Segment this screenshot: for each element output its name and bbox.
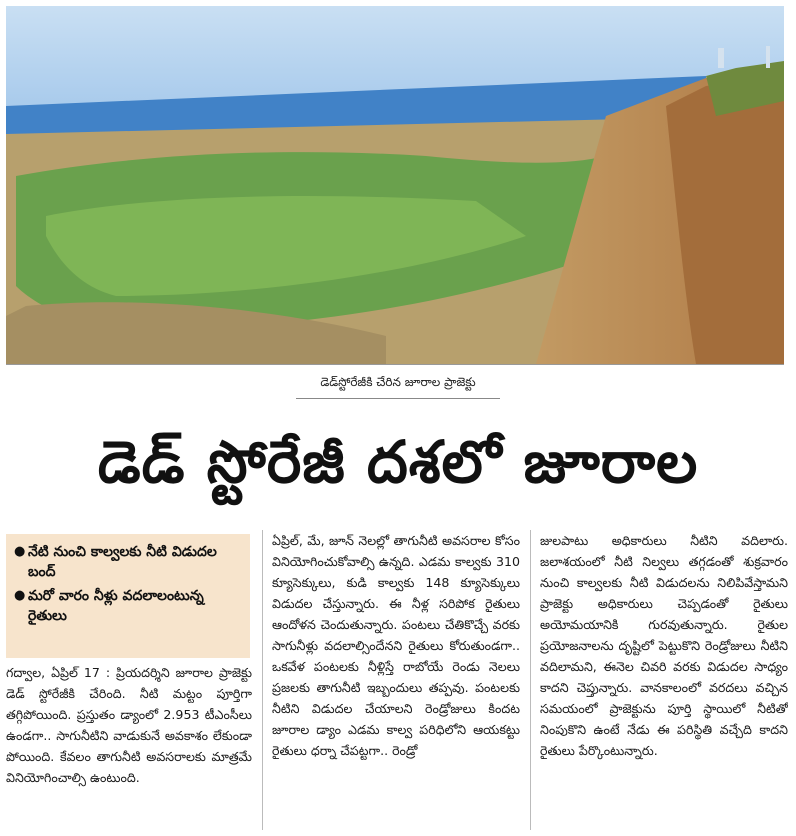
caption-divider	[296, 398, 500, 399]
bullet-icon: ●	[14, 588, 26, 603]
highlights-box	[6, 534, 250, 658]
headline: డెడ్ స్టోరేజీ దశలో జూరాల	[97, 428, 699, 496]
photo-caption: డెడ్‌స్టోరేజీకి చేరిన జూరాల ప్రాజెక్టు	[320, 375, 476, 389]
bullet-icon: ●	[14, 544, 26, 559]
highlight-item	[14, 586, 242, 626]
article-column-1: గద్వాల, ఏప్రిల్ 17 : ప్రియదర్శిని జూరాల ప్రాజెక్టు డెడ్ స్టోరేజీకి చేరింది. నీటి మట్టం పూర్తిగా తగ్గిపోయింది. ప్రస్తుతం డ్యాంలో 2.953 టీఎంసీలు ఉండగా.. సాగునీటిని వాడుకునే అవకాశం లేకుండా పోయింది. కేవలం తాగునీటి అవసరాలకు మాత్రమే వినియోగించాల్సి ఉంటుంది.	[6, 665, 252, 785]
highlight-text: మరో వారం నీళ్లు వదలాలంటున్న రైతులు	[28, 588, 204, 624]
reservoir-illustration	[6, 6, 784, 364]
highlight-text: నేటి నుంచి కాల్వలకు నీటి విడుదల బంద్	[28, 544, 217, 580]
article-column-2: ఏప్రిల్, మే, జూన్ నెలల్లో తాగునీటి అవసరాల కోసం వినియోగించుకోవాల్సి ఉన్నది. ఎడమ కాల్వకు 310 క్యూసెక్కులు, కుడి కాల్వకు 148 క్యూసెక్కులు విడుదల చేస్తున్నారు. ఈ నీళ్ల సరిపోక రైతులు ఆందోళన చెందుతున్నారు. పంటలు చేతికొచ్చే వరకు సాగునీళ్లు వదలాల్సిందేనని రైతులు కోరుతుండగా.. ఒకవేళ పంటలకు నీళ్లిస్తే రాబోయే రెండు నెలలు ప్రజలకు తాగునీటి ఇబ్బందులు తప్పవు. పంటలకు నీటిని విడుదల చేయాలని రెండ్రోజులు కిందట జూరాల డ్యాం ఎడమ కాల్వ పరిధిలోని ఆయకట్టు రైతులు ధర్నా చేపట్టగా.. రెండ్రో	[272, 533, 520, 758]
highlight-item	[14, 542, 242, 582]
article-column-3: జులపాటు అధికారులు నీటిని వదిలారు. జలాశయంలో నీటి నిల్వలు తగ్గడంతో శుక్రవారం నుంచి కాల్వలకు నీటి విడుదలను నిలిపివేస్తామని ప్రాజెక్టు అధికారులు చెప్పడంతో రైతులు అయోమయానికి గురవుతున్నారు. రైతుల ప్రయోజనాలను దృష్టిలో పెట్టుకొని రెండ్రోజులు నీటిని వదిలామని, ఈనెల చివరి వరకు విడుదల సాధ్యం కాదని చెప్తున్నారు. వానకాలంలో వరదలు వచ్చిన సమయంలో ప్రాజెక్టును పూర్తి స్థాయిలో నీటితో నింపుకొని ఉంటే నేడు ఈ పరిస్థితి వచ్చేది కాదని రైతులు పేర్కొంటున్నారు.	[540, 533, 788, 758]
news-photo	[6, 6, 784, 365]
column-divider	[530, 530, 531, 830]
column-divider	[262, 530, 263, 830]
